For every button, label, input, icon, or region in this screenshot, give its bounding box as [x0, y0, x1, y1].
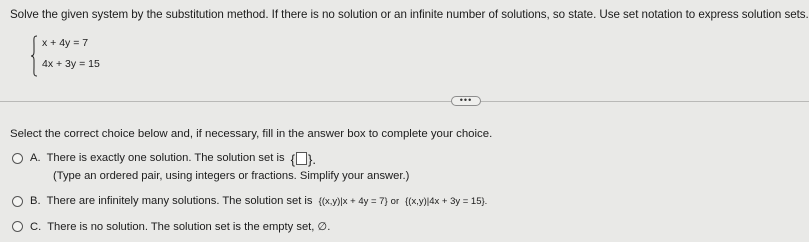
solution-set-1: {(x,y)|x + 4y = 7}	[318, 196, 388, 207]
choice-letter-b: B.	[30, 195, 41, 207]
answer-box[interactable]	[296, 152, 307, 165]
solution-set-2: {(x,y)|4x + 3y = 15}.	[405, 196, 488, 207]
radio-button-a[interactable]	[12, 153, 23, 164]
radio-button-b[interactable]	[12, 196, 23, 207]
open-brace: {	[290, 152, 295, 167]
choice-letter-a: A.	[30, 152, 41, 164]
equation-system	[30, 35, 150, 77]
instruction-text: Select the correct choice below and, if necessary, fill in the answer box to complete your choice.	[10, 128, 493, 140]
choice-letter-c: C.	[30, 221, 42, 233]
choice-a-text: There is exactly one solution. The solution set is	[46, 152, 285, 164]
radio-button-c[interactable]	[12, 221, 23, 232]
brace-icon	[30, 35, 38, 77]
choice-b-text: There are infinitely many solutions. The solution set is	[46, 195, 313, 207]
equation-1: x + 4y = 7	[42, 37, 89, 49]
section-divider	[0, 101, 809, 102]
close-brace: }.	[308, 152, 316, 167]
equation-2: 4x + 3y = 15	[42, 58, 100, 70]
choice-a-hint: (Type an ordered pair, using integers or fractions. Simplify your answer.)	[53, 170, 410, 182]
or-text: or	[390, 196, 400, 207]
more-options-button[interactable]: •••	[451, 96, 481, 106]
question-prompt: Solve the given system by the substitution method. If there is no solution or an infinite number of solutions, so state. Use set notation to express solution sets.	[10, 8, 809, 21]
choice-c-text: There is no solution. The solution set is the empty set, ∅.	[47, 221, 331, 233]
